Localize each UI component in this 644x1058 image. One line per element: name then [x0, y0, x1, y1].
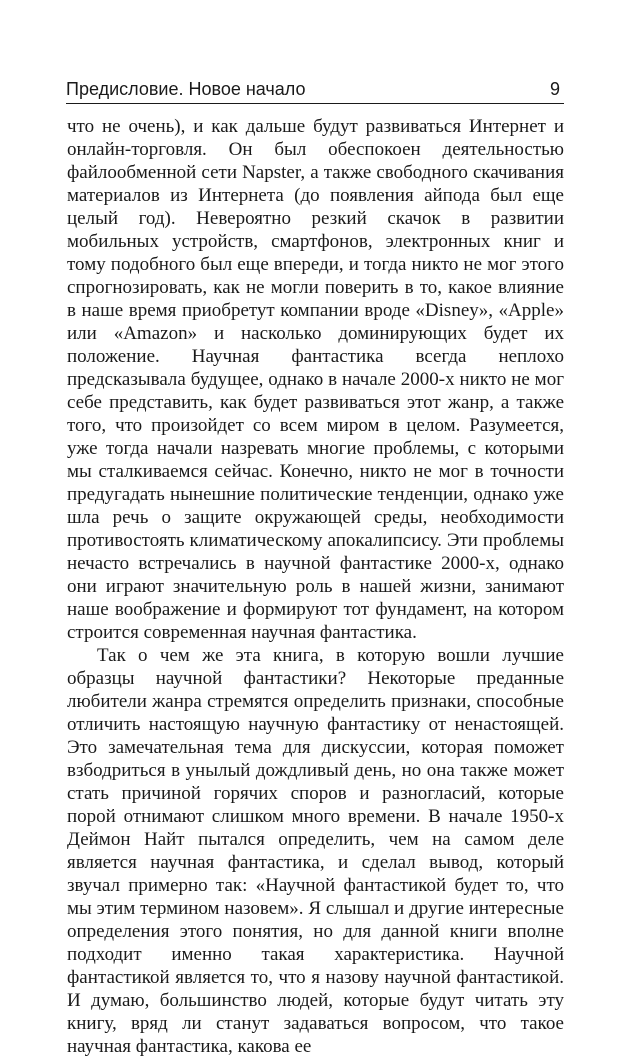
chapter-title: Предисловие. Новое начало [66, 79, 306, 99]
running-header [66, 78, 564, 104]
body-text [67, 115, 564, 1058]
paragraph: что не очень), и как дальше будут развиваться Интернет и онлайн-торговля. Он был обеспокоен деятельностью файлообменной сети Napster, а также свободного скачивания материалов из Интернета (до появления айпода был еще целый год). Невероятно резкий скачок в развитии мобильных устройств, смартфонов, электронных книг и тому подобного был еще впереди, и тогда никто не мог этого спрогнозировать, как не могли поверить в то, какое влияние в наше время приобретут компании вроде «Disney», «Apple» или «Amazon» и насколько доминирующих будет их положение. Научная фантастика всегда неплохо предсказывала будущее, однако в начале 2000-х никто не мог себе представить, как будет развиваться этот жанр, а также того, что произойдет со всем миром в целом. Разумеется, уже тогда начали назревать многие проблемы, с которыми мы сталкиваемся сейчас. Конечно, никто не мог в точности предугадать нынешние политические тенденции, однако уже шла речь о защите окружающей среды, необходимости противостоять климатическому апокалипсису. Эти проблемы нечасто встречались в научной фантастике 2000-х, однако они играют значительную роль в нашей жизни, занимают наше воображение и формируют тот фундамент, на котором строится современная научная фантастика. [67, 116, 564, 643]
header-rule [66, 103, 564, 104]
page-number: 9 [549, 79, 560, 99]
paragraph: Так о чем же эта книга, в которую вошли лучшие образцы научной фантастики? Некоторые преданные любители жанра стремятся определить признаки, способные отличить настоящую научную фантастику от ненастоящей. Это замечательная тема для дискуссии, которая поможет взбодриться в унылый дождливый день, но она также может стать причиной горячих споров и разногласий, которые порой отнимают слишком много времени. В начале 1950-х Деймон Найт пытался определить, чем на самом деле является научная фантастика, и сделал вывод, который звучал примерно так: «Научной фантастикой будет то, что мы этим термином назовем». Я слышал и другие интересные определения этого понятия, но для данной книги вполне подходит именно такая характеристика. Научной фантастикой является то, что я назову научной фантастикой. И думаю, большинство людей, которые будут читать эту книгу, вряд ли станут задаваться вопросом, что такое научная фантастика, какова ее [67, 645, 564, 1057]
